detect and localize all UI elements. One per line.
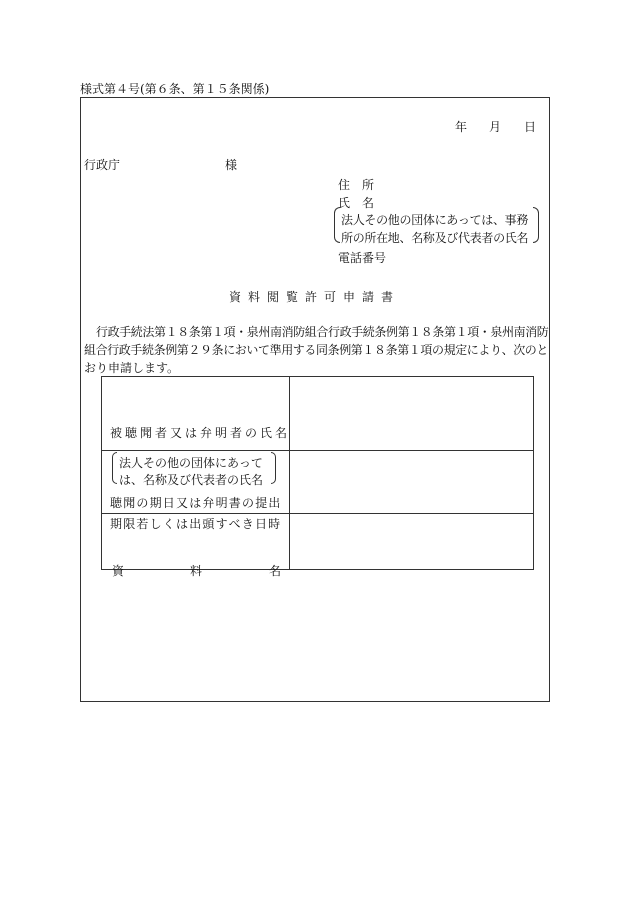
respondent-note-line2: は、名称及び代表者の氏名 bbox=[119, 472, 264, 487]
date-day-label: 日 bbox=[524, 120, 537, 134]
hearing-date-field[interactable] bbox=[290, 451, 534, 514]
document-title: 資料閲覧許可申請書 bbox=[229, 290, 401, 304]
respondent-name-label-cell bbox=[102, 377, 291, 487]
table-row bbox=[102, 514, 534, 570]
applicant-corp-note-line1: 法人その他の団体にあっては、事務 bbox=[341, 213, 529, 227]
material-name-label-cell bbox=[102, 514, 290, 578]
date-month-label: 月 bbox=[489, 120, 502, 134]
addressee-name: 行政庁 bbox=[84, 158, 121, 172]
hearing-date-label-line1: 聴聞の期日又は弁明書の提出 bbox=[110, 496, 282, 510]
respondent-note-line1: 法人その他の団体にあって bbox=[119, 455, 263, 470]
form-number: 様式第４号(第６条、第１５条関係) bbox=[80, 82, 270, 96]
date-year-label: 年 bbox=[455, 120, 468, 134]
respondent-name-field[interactable] bbox=[290, 377, 534, 451]
applicant-name-label: 氏 名 bbox=[338, 196, 375, 210]
application-table bbox=[101, 376, 534, 578]
applicant-phone-label: 電話番号 bbox=[338, 251, 387, 265]
table-row bbox=[102, 451, 534, 514]
hearing-date-label-line2: 期限若しくは出頭すべき日時 bbox=[110, 517, 282, 531]
material-name-label-b: 料 bbox=[190, 563, 203, 578]
applicant-corp-note-line2: 所の所在地、名称及び代表者の氏名 bbox=[341, 231, 529, 245]
hearing-date-label-cell bbox=[102, 451, 290, 531]
material-name-label-a: 資 bbox=[112, 563, 125, 578]
material-name-label-c: 名 bbox=[269, 563, 282, 578]
applicant-address-label: 住 所 bbox=[338, 178, 375, 192]
body-line-1: 行政手続法第１８条第１項・泉州南消防組合行政手続条例第１８条第１項・泉州南消防 bbox=[96, 325, 549, 339]
addressee-honorific: 様 bbox=[225, 158, 238, 172]
table-row bbox=[102, 377, 534, 451]
body-line-2: 組合行政手続条例第２９条において準用する同条例第１８条第１項の規定により、次のと bbox=[84, 343, 549, 357]
body-line-3: おり申請します。 bbox=[84, 361, 180, 375]
respondent-name-label: 被聴聞者又は弁明者の氏名 bbox=[110, 425, 291, 440]
material-name-field[interactable] bbox=[290, 514, 534, 570]
